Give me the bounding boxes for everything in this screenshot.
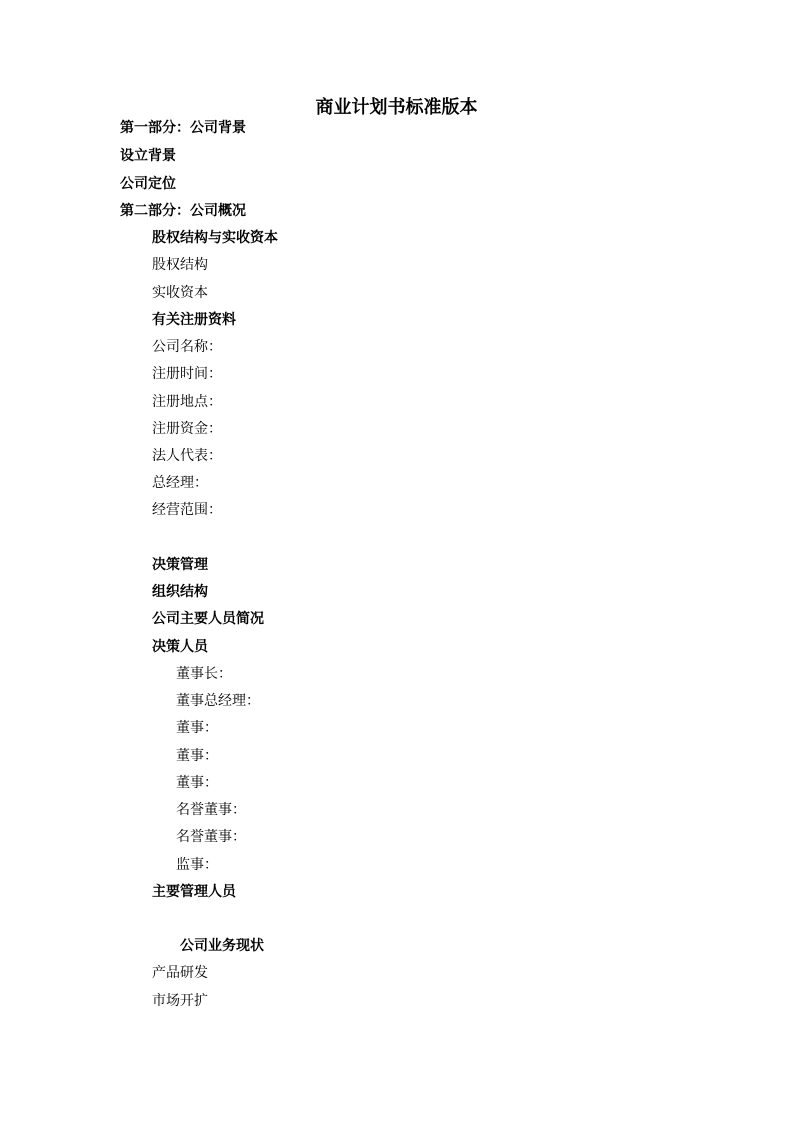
- field-director-1: 董事：: [176, 720, 218, 736]
- heading-company-positioning: 公司定位: [120, 176, 176, 192]
- heading-main-managers: 主要管理人员: [152, 884, 236, 900]
- item-product-rnd: 产品研发: [152, 965, 208, 981]
- field-honorary-director-2: 名誉董事：: [176, 829, 246, 845]
- item-paid-in-capital: 实收资本: [152, 285, 208, 301]
- field-chairman: 董事长：: [176, 666, 232, 682]
- field-director-gm: 董事总经理：: [176, 693, 260, 709]
- field-registration-time: 注册时间：: [152, 366, 222, 382]
- field-registered-capital: 注册资金：: [152, 421, 222, 437]
- field-business-scope: 经营范围：: [152, 502, 222, 518]
- heading-setup-background: 设立背景: [120, 148, 176, 164]
- document-title: 商业计划书标准版本: [315, 97, 478, 118]
- heading-org-structure: 组织结构: [152, 584, 208, 600]
- field-general-manager: 总经理：: [152, 475, 208, 491]
- item-equity-structure: 股权结构: [152, 257, 208, 273]
- heading-decision-makers: 决策人员: [152, 639, 208, 655]
- heading-decision-management: 决策管理: [152, 557, 208, 573]
- heading-key-personnel-overview: 公司主要人员简况: [152, 611, 264, 627]
- field-director-2: 董事：: [176, 748, 218, 764]
- field-registration-place: 注册地点：: [152, 394, 222, 410]
- heading-part2: 第二部分：公司概况: [120, 203, 246, 219]
- field-director-3: 董事：: [176, 775, 218, 791]
- field-legal-representative: 法人代表：: [152, 448, 222, 464]
- heading-registration-info: 有关注册资料: [152, 312, 236, 328]
- heading-part1: 第一部分：公司背景: [120, 120, 246, 136]
- heading-equity-and-capital: 股权结构与实收资本: [152, 230, 278, 246]
- item-market-expansion: 市场开扩: [152, 993, 208, 1009]
- field-company-name: 公司名称：: [152, 339, 222, 355]
- heading-business-status: 公司业务现状: [180, 938, 264, 954]
- field-supervisor: 监事：: [176, 857, 218, 873]
- field-honorary-director-1: 名誉董事：: [176, 802, 246, 818]
